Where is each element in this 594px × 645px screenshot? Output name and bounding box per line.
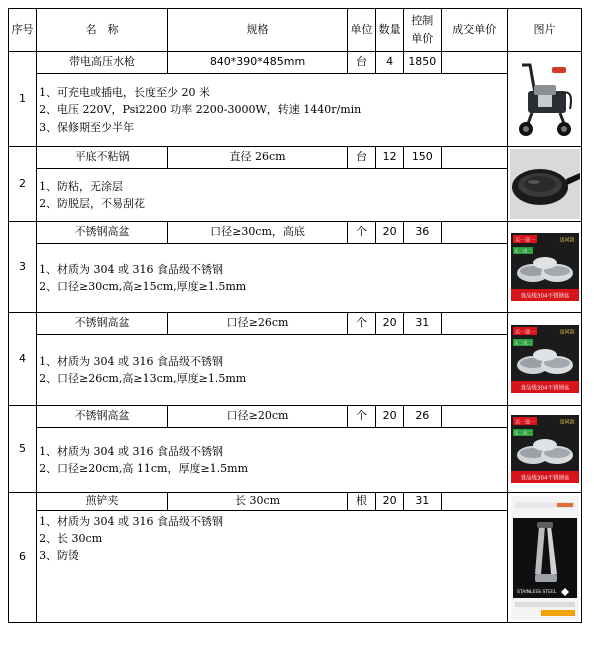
header-name: 名 称 xyxy=(37,9,168,52)
basin-banner-mid: 买二送二 xyxy=(513,431,532,437)
row-description xyxy=(37,335,508,406)
table-row xyxy=(9,406,582,428)
row-seq: 3 xyxy=(9,222,37,313)
table-row-desc xyxy=(9,335,582,406)
row-description xyxy=(37,511,508,623)
basin-banner-top-right: 送同款 xyxy=(559,329,575,336)
basin-banner-top-left: 买一送一 xyxy=(514,237,535,244)
row-name: 煎铲夹 xyxy=(37,493,168,511)
steel-basin-photo-icon xyxy=(511,325,579,393)
row-description xyxy=(37,74,508,147)
basin-banner-top-left: 买一送一 xyxy=(514,419,535,426)
pressure-washer-photo-icon xyxy=(512,59,578,139)
row-unit: 个 xyxy=(347,406,375,428)
basin-banner-bottom: 食品级304不锈钢盆 xyxy=(520,385,570,392)
basin-banner-top-right: 送同款 xyxy=(559,419,575,426)
row-name: 不锈钢高盆 xyxy=(37,313,168,335)
row-deal-price[interactable] xyxy=(441,313,508,335)
row-name: 不锈钢高盆 xyxy=(37,406,168,428)
row-image xyxy=(508,493,582,623)
row-seq: 1 xyxy=(9,52,37,147)
header-image: 图片 xyxy=(508,9,582,52)
row-spec: 口径≥30cm，高底 xyxy=(168,222,348,244)
steel-basin-photo-icon xyxy=(511,415,579,483)
row-deal-price[interactable] xyxy=(441,52,508,74)
table-row-desc xyxy=(9,169,582,222)
row-seq: 4 xyxy=(9,313,37,406)
desc-line: 2、防脱层，不易刮花 xyxy=(39,197,146,210)
table-row xyxy=(9,313,582,335)
row-seq: 5 xyxy=(9,406,37,493)
row-image xyxy=(508,406,582,493)
row-price: 31 xyxy=(404,313,441,335)
table-row xyxy=(9,493,582,511)
desc-line: 2、口径≥20cm,高 11cm，厚度≥1.5mm xyxy=(39,462,249,475)
tongs-photo-icon xyxy=(511,496,579,620)
header-unit: 单位 xyxy=(347,9,375,52)
row-deal-price[interactable] xyxy=(441,222,508,244)
basin-banner-top-left: 买一送一 xyxy=(514,329,535,336)
row-image xyxy=(508,222,582,313)
header-seq: 序号 xyxy=(9,9,37,52)
basin-banner-mid: 买二送二 xyxy=(513,249,532,255)
row-name: 带电高压水枪 xyxy=(37,52,168,74)
row-spec: 直径 26cm xyxy=(168,147,348,169)
tongs-brand: STAINLESS STEEL xyxy=(516,589,556,595)
desc-line: 2、电压 220V，Psi2200 功率 2200-3000W，转速 1440r/min xyxy=(39,103,362,117)
row-unit: 个 xyxy=(347,313,375,335)
desc-line: 3、防烫 xyxy=(39,549,80,563)
procurement-table xyxy=(8,8,582,623)
row-price: 36 xyxy=(404,222,441,244)
row-description xyxy=(37,244,508,313)
row-qty: 20 xyxy=(376,406,404,428)
table-row xyxy=(9,147,582,169)
row-unit: 台 xyxy=(347,52,375,74)
row-qty: 4 xyxy=(376,52,404,74)
table-row-desc xyxy=(9,511,582,623)
row-unit: 根 xyxy=(347,493,375,511)
desc-line: 2、口径≥30cm,高≥15cm,厚度≥1.5mm xyxy=(39,280,247,293)
table-row-desc xyxy=(9,244,582,313)
row-price: 1850 xyxy=(404,52,441,74)
row-qty: 20 xyxy=(376,222,404,244)
row-image xyxy=(508,313,582,406)
row-description xyxy=(37,169,508,222)
row-seq: 2 xyxy=(9,147,37,222)
header-row xyxy=(9,9,582,52)
row-price: 31 xyxy=(404,493,441,511)
row-deal-price[interactable] xyxy=(441,147,508,169)
row-qty: 20 xyxy=(376,493,404,511)
row-spec: 口径≥26cm xyxy=(168,313,348,335)
header-deal-price: 成交单价 xyxy=(441,9,508,52)
row-unit: 个 xyxy=(347,222,375,244)
row-image xyxy=(508,52,582,147)
row-qty: 20 xyxy=(376,313,404,335)
header-qty: 数量 xyxy=(376,9,404,52)
desc-line: 2、长 30cm xyxy=(39,532,103,546)
header-control-price xyxy=(404,9,441,52)
frying-pan-photo-icon xyxy=(510,149,580,219)
header-control-price-line1: 控制 xyxy=(411,14,434,28)
row-qty: 12 xyxy=(376,147,404,169)
row-spec: 840*390*485mm xyxy=(168,52,348,74)
basin-banner-top-right: 送同款 xyxy=(559,237,575,244)
row-spec: 口径≥20cm xyxy=(168,406,348,428)
basin-banner-bottom: 食品级304不锈钢盆 xyxy=(520,293,570,300)
desc-line: 1、材质为 304 或 316 食品级不锈钢 xyxy=(39,262,224,276)
desc-line: 1、材质为 304 或 316 食品级不锈钢 xyxy=(39,444,224,458)
table-row-desc xyxy=(9,428,582,493)
table-row xyxy=(9,222,582,244)
header-control-price-line2: 单价 xyxy=(411,32,434,45)
row-seq: 6 xyxy=(9,493,37,623)
basin-banner-bottom: 食品级304不锈钢盆 xyxy=(520,475,570,482)
row-price: 150 xyxy=(404,147,441,169)
desc-line: 3、保修期至少半年 xyxy=(39,120,135,134)
header-spec: 规格 xyxy=(168,9,348,52)
row-image xyxy=(508,147,582,222)
desc-line: 1、材质为 304 或 316 食品级不锈钢 xyxy=(39,354,224,368)
desc-line: 1、可充电或插电，长度至少 20 米 xyxy=(39,86,211,100)
row-unit: 台 xyxy=(347,147,375,169)
row-spec: 长 30cm xyxy=(168,493,348,511)
row-deal-price[interactable] xyxy=(441,493,508,511)
table-row xyxy=(9,52,582,74)
row-name: 不锈钢高盆 xyxy=(37,222,168,244)
desc-line: 1、防粘，无涂层 xyxy=(39,179,124,193)
table-row-desc xyxy=(9,74,582,147)
row-price: 26 xyxy=(404,406,441,428)
row-description xyxy=(37,428,508,493)
row-name: 平底不粘锅 xyxy=(37,147,168,169)
row-deal-price[interactable] xyxy=(441,406,508,428)
steel-basin-photo-icon xyxy=(511,233,579,301)
desc-line: 1、材质为 304 或 316 食品级不锈钢 xyxy=(39,515,224,528)
basin-banner-mid: 买二送二 xyxy=(513,341,532,347)
desc-line: 2、口径≥26cm,高≥13cm,厚度≥1.5mm xyxy=(39,372,247,385)
